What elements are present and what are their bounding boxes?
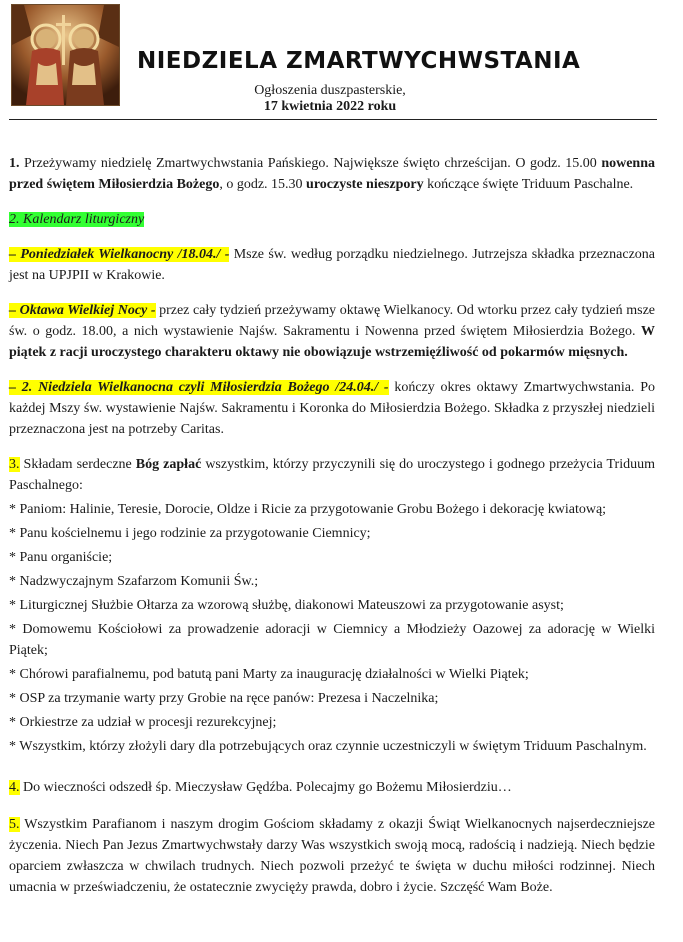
section-heading: 2. Kalendarz liturgiczny [9,212,145,227]
text: , o godz. 15.30 [219,177,307,192]
bold-text: W piątek z racji uroczystego charakteru oktawy nie obowiązuje wstrzemięźliwość od pokarmów mięsnych. [9,324,655,360]
text: wszystkim, którzy przyczynili się do uroczystego i godnego przeżycia Triduum Paschalnego: [9,457,655,493]
announcement-5 [9,814,655,898]
icon-painting [12,5,119,105]
list-item: * Panu organiście; [9,550,113,565]
text: kończące święte Triduum Paschalne. [423,177,634,192]
calendar-entry-divine-mercy [9,377,655,440]
page-title: NIEDZIELA ZMARTWYCHWSTANIA [137,48,581,74]
bold-text: Bóg zapłać [135,457,202,472]
calendar-entry-monday [9,244,655,286]
list-item: * OSP za trzymanie warty przy Grobie na ręce panów: Prezesa i Naczelnika; [9,691,439,706]
bold-text: nowenna przed świętem Miłosierdzia Bożego [9,156,655,192]
announcement-4 [9,777,655,798]
list-item: * Liturgicznej Służbie Ołtarza za wzorową służbę, diakonowi Mateuszowi za przygotowanie asyst; [9,598,564,613]
item-number: 5. [9,817,20,832]
subtitle [180,83,480,115]
bold-text: uroczyste nieszpory [306,177,424,192]
list-item: * Wszystkim, którzy złożyli dary dla potrzebujących oraz czynnie uczestniczyli w świętym Triduum Paschalnym. [9,739,647,754]
highlighted-date: – Poniedziałek Wielkanocny /18.04./ - [9,247,230,262]
calendar-entry-octave [9,300,655,363]
announcement-1 [9,153,655,195]
list-item: * Paniom: Halinie, Teresie, Dorocie, Oldze i Ricie za przygotowanie Grobu Bożego i dekorację kwiatową; [9,502,607,517]
item-number: 4. [9,780,20,795]
highlighted-date: – 2. Niedziela Wielkanocna czyli Miłosierdzia Bożego /24.04./ - [9,380,389,395]
date-line: 17 kwietnia 2022 roku [263,99,397,114]
list-item: * Panu kościelnemu i jego rodzinie za przygotowanie Ciemnicy; [9,526,371,541]
text: przez cały tydzień przeżywamy oktawę Wielkanocy. Od wtorku przez cały tydzień msze św. o godz. 18.00, a nich wystawienie Najśw. Sakramentu i Nowenna przed świętem Miłosierdzia Bożego. [9,303,655,339]
header [0,0,683,122]
announcements [9,153,655,898]
announcement-3 [9,454,655,496]
item-number: 1. [9,156,20,171]
list-item: * Chórowi parafialnemu, pod batutą pani Marty za inaugurację działalności w Wielki Piątek; [9,667,529,682]
text: Składam serdeczne [19,457,136,472]
text: kończy okres oktawy Zmartwychwstania. Po każdej Mszy św. wystawienie Najśw. Sakramentu i Koronka do Miłosierdzia Bożego. Składka z przyszłej niedzieli przeznaczona jest na potrzeby Caritas. [9,380,655,437]
highlighted-date: – Oktawa Wielkiej Nocy - [9,303,156,318]
announcement-2-heading [9,209,655,230]
text: Do wieczności odszedł śp. Mieczysław Gędźba. Polecajmy go Bożemu Miłosierdziu… [19,780,512,795]
header-divider [9,119,657,120]
text: Msze św. według porządku niedzielnego. Jutrzejsza składka przeznaczona jest na UPJPII w Krakowie. [9,247,655,283]
thanks-list [9,499,655,757]
item-number: 3. [9,457,20,472]
list-item: * Orkiestrze za udział w procesji rezurekcyjnej; [9,715,277,730]
resurrection-icon-image [11,4,120,106]
list-item: * Domowemu Kościołowi za prowadzenie adoracji w Ciemnicy a Młodzieży Oazowej za adorację w Wielki Piątek; [9,622,655,658]
subtitle-line: Ogłoszenia duszpasterskie, [254,83,406,98]
list-item: * Nadzwyczajnym Szafarzom Komunii Św.; [9,574,259,589]
text: Wszystkim Parafianom i naszym drogim Gościom składamy z okazji Świąt Wielkanocnych najserdeczniejsze życzenia. Niech Pan Jezus Zmartwychwstały darzy Was wszystkich swoją mocą, radością i nadzieją. Niech będzie oparciem zwłaszcza w chwilach trudnych. Niech pozwoli przeżyć te święta w duchu miłości rodzinnej. Niech umacnia w przeświadczeniu, że ostatecznie zwycięży prawda, dobro i życie. Szczęść Wam Boże. [9,817,655,895]
text: Przeżywamy niedzielę Zmartwychwstania Pańskiego. Największe święto chrześcijan. O godz. 15.00 [19,156,602,171]
